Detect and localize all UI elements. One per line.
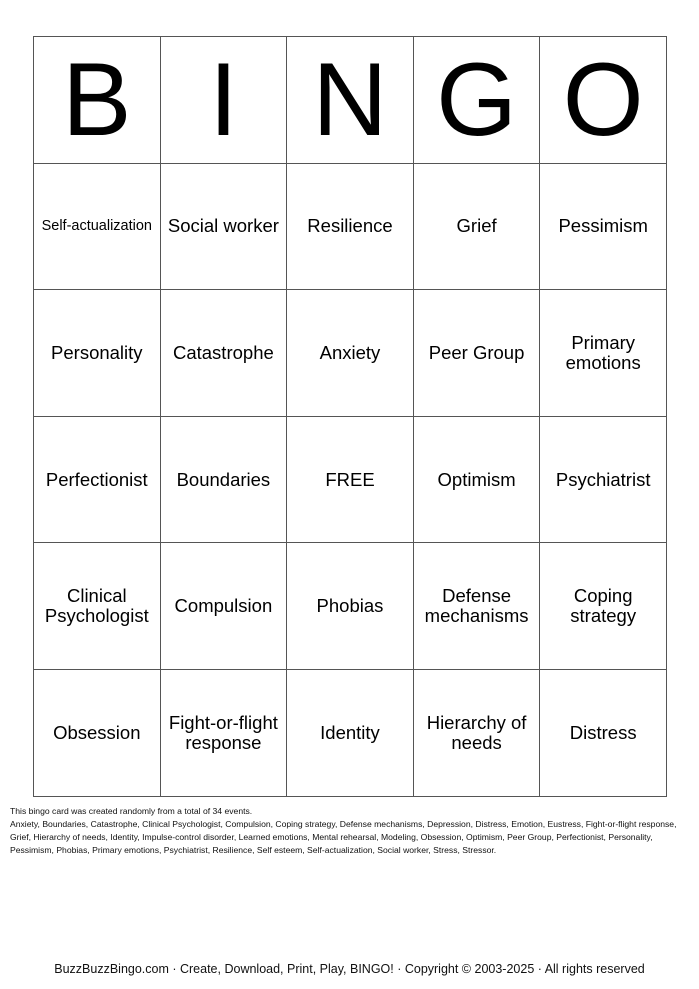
bingo-row-3 <box>34 416 667 543</box>
bingo-header-row <box>34 37 667 164</box>
header-letter-i: I <box>160 37 287 164</box>
bingo-cell: Obsession <box>34 669 161 796</box>
bingo-row-5 <box>34 669 667 796</box>
bingo-cell: Identity <box>287 669 414 796</box>
bingo-row-2 <box>34 290 667 417</box>
bingo-cell: Psychiatrist <box>540 416 667 543</box>
bingo-cell: Anxiety <box>287 290 414 417</box>
bingo-cell: Compulsion <box>160 543 287 670</box>
bingo-cell: Personality <box>34 290 161 417</box>
card-note <box>10 805 692 857</box>
bingo-cell: Self-actualization <box>34 163 161 290</box>
bingo-cell: Optimism <box>413 416 540 543</box>
bingo-cell: Grief <box>413 163 540 290</box>
free-space-cell: FREE <box>287 416 414 543</box>
bingo-cell: Perfectionist <box>34 416 161 543</box>
bingo-cell: Phobias <box>287 543 414 670</box>
bingo-cell: Pessimism <box>540 163 667 290</box>
bingo-cell: Fight-or-flight response <box>160 669 287 796</box>
header-letter-o: O <box>540 37 667 164</box>
bingo-card <box>33 36 667 797</box>
header-letter-b: B <box>34 37 161 164</box>
card-note-summary: This bingo card was created randomly from a total of 34 events. <box>10 806 253 816</box>
card-note-event-list: Anxiety, Boundaries, Catastrophe, Clinical Psychologist, Compulsion, Coping strategy, Defense mechanisms, Depression, Distress, Emotion, Eustress, Fight-or-flight response, Grief, Hierarchy of needs, Identity, Impulse-control disorder, Learned emotions, Mental rehearsal, Modeling, Obsession, Optimism, Peer Group, Perfectionist, Personality, Pessimism, Phobias, Primary emotions, Psychiatrist, Resilience, Self esteem, Self-actualization, Social worker, Stress, Stressor. <box>10 818 677 855</box>
bingo-cell: Clinical Psychologist <box>34 543 161 670</box>
bingo-cell: Catastrophe <box>160 290 287 417</box>
bingo-cell: Defense mechanisms <box>413 543 540 670</box>
bingo-cell: Coping strategy <box>540 543 667 670</box>
bingo-cell: Primary emotions <box>540 290 667 417</box>
header-letter-g: G <box>413 37 540 164</box>
bingo-row-4 <box>34 543 667 670</box>
bingo-cell: Resilience <box>287 163 414 290</box>
bingo-cell: Social worker <box>160 163 287 290</box>
bingo-cell: Hierarchy of needs <box>413 669 540 796</box>
bingo-cell: Distress <box>540 669 667 796</box>
bingo-cell: Boundaries <box>160 416 287 543</box>
bingo-cell: Peer Group <box>413 290 540 417</box>
bingo-row-1 <box>34 163 667 290</box>
header-letter-n: N <box>287 37 414 164</box>
page-footer: BuzzBuzzBingo.com · Create, Download, Print, Play, BINGO! · Copyright © 2003-2025 · All rights reserved <box>54 962 645 976</box>
